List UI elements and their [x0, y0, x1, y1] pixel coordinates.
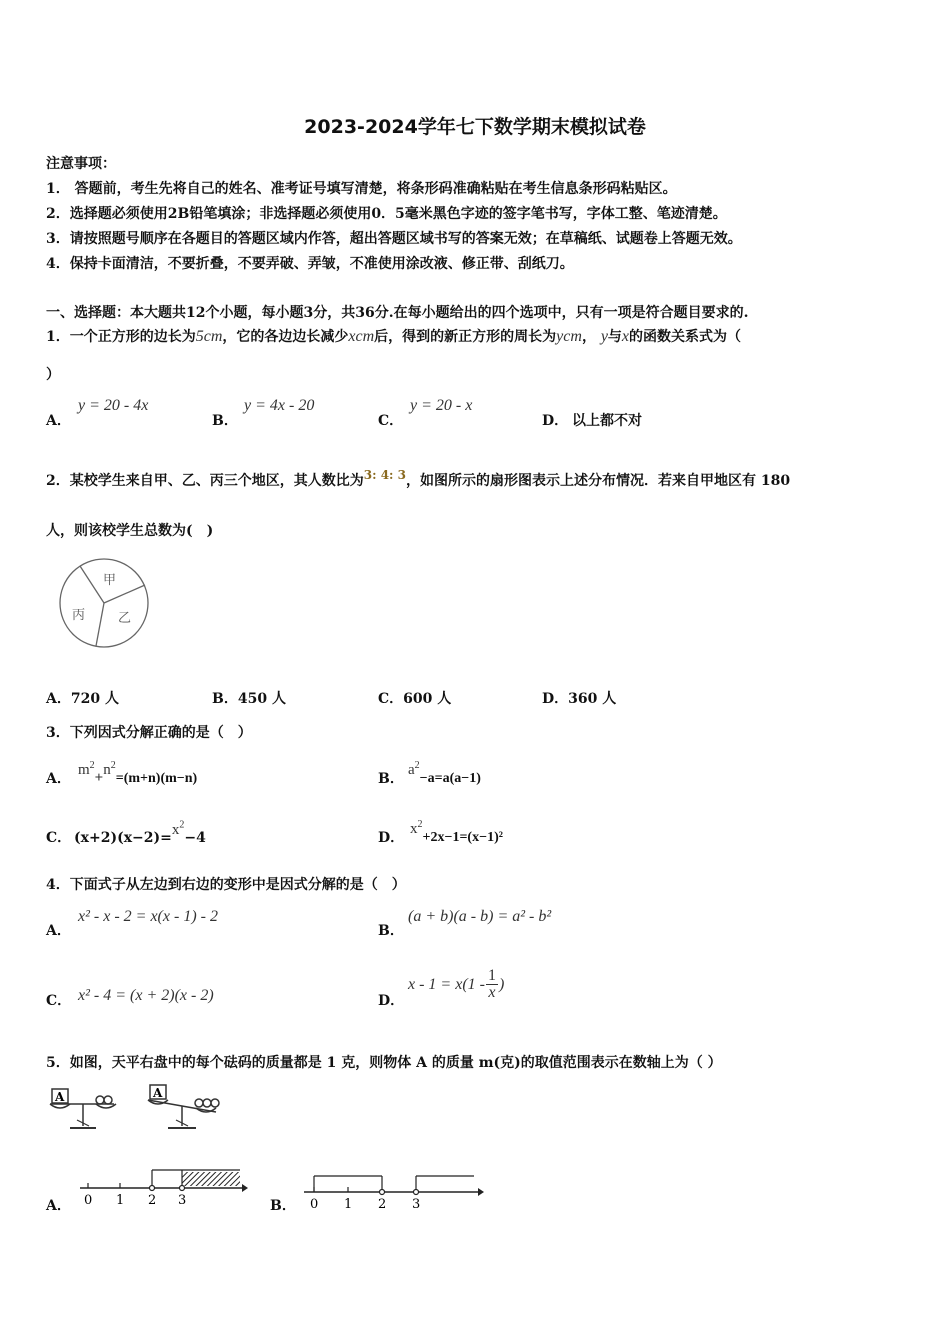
q2-option-d-text: 360 人	[568, 691, 617, 707]
q3c-exp: 2	[179, 819, 185, 831]
tick-label-0: 0	[84, 1193, 93, 1208]
q2-option-a-text: 720 人	[70, 691, 119, 707]
question-4-stem: 4．下面式子从左边到右边的变形中是因式分解的是（ ）	[46, 877, 406, 893]
tick-label-2: 2	[378, 1197, 387, 1212]
q3a-exp-2: 2	[110, 760, 116, 771]
question-1-stem	[46, 326, 741, 346]
q4-option-a-label: A．	[46, 923, 71, 939]
question-5-stem: 5．如图，天平右盘中的每个砝码的质量都是 1 克，则物体 A 的质量 m(克)的取值范围表示在数轴上为（ ）	[46, 1055, 722, 1071]
q2-pie-figure	[52, 556, 156, 650]
q3d-exp: 2	[417, 819, 423, 830]
q2-option-d-label: D．	[542, 691, 569, 707]
q1-option-b-expr: y = 4x - 20	[244, 397, 315, 414]
notice-item-1: 1． 答题前，考生先将自己的姓名、准考证号填写清楚，将条形码准确粘贴在考生信息条形码粘贴区。	[46, 181, 677, 197]
q3d-base-x: x	[410, 821, 418, 837]
pie-label-yi: 乙	[118, 611, 132, 626]
q1-option-c-expr: y = 20 - x	[410, 397, 473, 414]
q2-ratio: 3: 4: 3	[363, 468, 407, 482]
q3c-base-x: x	[171, 822, 180, 838]
q4d-fraction	[486, 968, 498, 1001]
q3-option-b-expr	[408, 760, 481, 786]
range-shaded	[182, 1172, 240, 1186]
balance-scale-1	[50, 1089, 116, 1128]
q2-option-b	[212, 688, 286, 708]
q1-math-xcm: xcm	[348, 328, 375, 345]
q2-option-b-text: 450 人	[237, 691, 286, 707]
axis-arrow	[242, 1184, 248, 1192]
q5-numberline-a	[76, 1164, 248, 1212]
q3-option-b-label: B．	[378, 771, 404, 787]
q1-math-5cm: 5cm	[195, 328, 223, 345]
q2-option-a-label: A．	[46, 691, 71, 707]
q3a-exp-1: 2	[89, 760, 95, 771]
q4d-numerator: 1	[487, 967, 496, 984]
q4-option-c-expr: x² - 4 = (x + 2)(x - 2)	[78, 987, 214, 1004]
tick-label-3: 3	[412, 1197, 421, 1212]
open-point-3	[414, 1190, 419, 1195]
q1-option-b-label: B．	[212, 413, 238, 429]
q1-text-4: ，	[581, 329, 596, 345]
q3a-base-n: n	[103, 762, 111, 778]
q1-option-a-expr: y = 20 - 4x	[78, 397, 149, 414]
open-point-2	[150, 1186, 155, 1191]
q3b-rest: −a=a(a−1)	[419, 771, 481, 786]
q5-numberline-b	[300, 1168, 486, 1216]
notice-heading: 注意事项：	[46, 156, 116, 172]
q1-option-d-text: 以上都不对	[572, 413, 642, 429]
q4-option-b-label: B．	[378, 923, 404, 939]
open-point-2	[380, 1190, 385, 1195]
q3-option-d-expr	[410, 819, 503, 845]
q3-option-d-label: D．	[378, 830, 405, 846]
q2-option-a	[46, 688, 119, 708]
balance-scale-2	[148, 1085, 219, 1128]
page-title: 2023-2024学年七下数学期末模拟试卷	[304, 116, 646, 138]
q2-option-c-label: C．	[378, 691, 404, 707]
question-2-line2: 人，则该校学生总数为( )	[46, 523, 214, 539]
pie-label-jia: 甲	[103, 573, 117, 588]
q3a-rest: =(m+n)(m−n)	[115, 771, 198, 786]
q3c-rest: −4	[184, 830, 206, 846]
q1-text-6: 的函数关系式为（	[629, 329, 742, 345]
q2-option-c	[378, 688, 451, 708]
q3-option-c-label: C．	[46, 830, 72, 846]
question-2-stem	[46, 470, 790, 490]
q1-text-5: 与	[607, 329, 622, 345]
q3-option-c-expr	[74, 819, 206, 846]
axis-arrow	[478, 1188, 484, 1196]
notice-item-4: 4．保持卡面清洁，不要折叠，不要弄破、弄皱，不准使用涂改液、修正带、刮纸刀。	[46, 256, 574, 272]
tick-label-1: 1	[344, 1197, 353, 1212]
q1-option-d-label: D．	[542, 413, 569, 429]
q4-option-c-label: C．	[46, 993, 72, 1009]
q3b-exp: 2	[414, 760, 420, 771]
q3b-base-a: a	[408, 762, 415, 778]
q3a-base-m: m	[78, 762, 90, 778]
tick-label-1: 1	[116, 1193, 125, 1208]
q4-option-d-label: D．	[378, 993, 405, 1009]
tick-label-2: 2	[148, 1193, 157, 1208]
q1-text-1: 1．一个正方形的边长为	[46, 329, 196, 345]
scale-1-object-label: A	[55, 1090, 65, 1104]
q4-option-b-expr: (a + b)(a - b) = a² - b²	[408, 908, 552, 925]
q1-text-2: ，它的各边边长减少	[222, 329, 349, 345]
q3-option-a-label: A．	[46, 771, 71, 787]
q3a-plus: +	[94, 770, 104, 786]
q4d-pre: x - 1 = x(1 -	[408, 975, 485, 993]
q2-option-d	[542, 688, 616, 708]
q5-balance-figure	[44, 1082, 224, 1138]
section-heading: 一、选择题：本大题共12个小题，每小题3分，共36分.在每小题给出的四个选项中，只有一项是符合题目要求的.	[46, 305, 749, 321]
tick-label-0: 0	[310, 1197, 319, 1212]
q3d-rest: +2x−1=(x−1)²	[422, 830, 503, 845]
q4-option-d-expr	[408, 968, 504, 1001]
q2-text-1: 2．某校学生来自甲、乙、丙三个地区，其人数比为	[46, 473, 364, 489]
question-3-stem: 3．下列因式分解正确的是（ ）	[46, 725, 252, 741]
q2-option-c-text: 600 人	[403, 691, 452, 707]
pie-divider-3	[96, 603, 104, 646]
tick-label-3: 3	[178, 1193, 187, 1208]
open-point-3	[180, 1186, 185, 1191]
q4d-post: )	[498, 975, 505, 993]
q3-option-a-expr	[78, 760, 198, 786]
question-1-close: ）	[46, 367, 60, 383]
q1-math-ycm: ycm	[556, 328, 582, 345]
q1-option-a-label: A．	[46, 413, 71, 429]
q2-text-2: ，如图所示的扇形图表示上述分布情况．若来自甲地区有 180	[406, 473, 791, 489]
notice-item-3: 3．请按照题号顺序在各题目的答题区域内作答，超出答题区域书写的答案无效；在草稿纸、试题卷上答题无效。	[46, 231, 742, 247]
q1-text-3: 后，得到的新正方形的周长为	[374, 329, 557, 345]
q5-option-b-label: B．	[270, 1198, 296, 1214]
q1-math-y: y	[600, 328, 608, 345]
q4d-denominator: x	[488, 984, 496, 1001]
notice-item-2: 2．选择题必须使用2B铅笔填涂；非选择题必须使用0．5毫米黑色字迹的签字笔书写，字体工整、笔迹清楚。	[46, 206, 727, 222]
q1-math-x: x	[621, 328, 630, 345]
q1-option-c-label: C．	[378, 413, 404, 429]
pie-divider-1	[80, 566, 104, 603]
q5-option-a-label: A．	[46, 1198, 71, 1214]
q2-option-b-label: B．	[212, 691, 238, 707]
pie-label-bing: 丙	[72, 608, 86, 623]
scale-2-object-label: A	[153, 1086, 163, 1100]
q3c-pre: (x+2)(x−2)=	[74, 830, 172, 846]
q4-option-a-expr: x² - x - 2 = x(x - 1) - 2	[78, 908, 218, 925]
